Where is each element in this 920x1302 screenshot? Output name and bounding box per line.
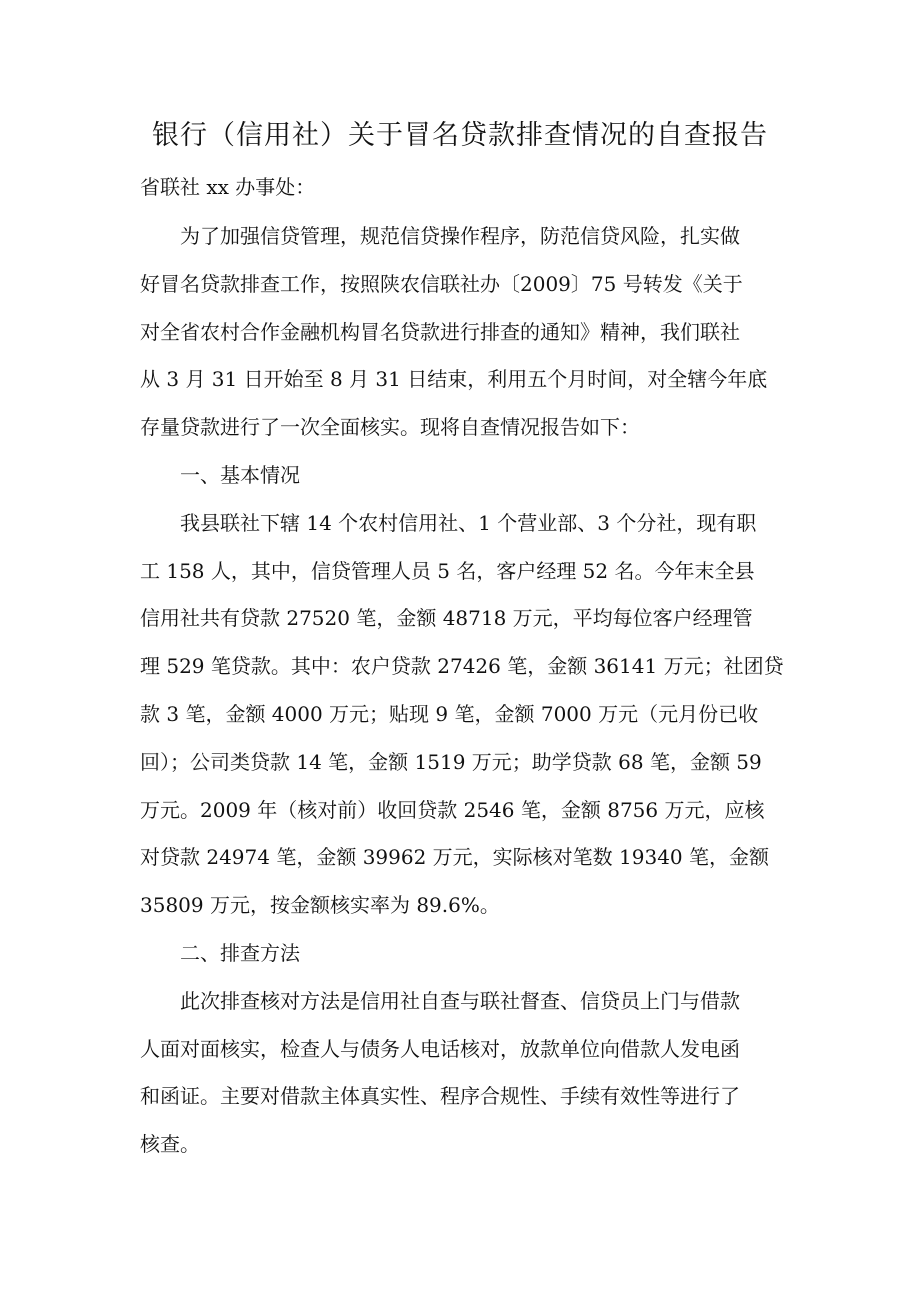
text-line: 核查。	[140, 1132, 200, 1157]
paragraph-investigation-method	[140, 978, 782, 1169]
section-heading-basic-situation: 一、基本情况	[180, 462, 300, 487]
text-line: 好冒名贷款排查工作，按照陕农信联社办〔2009〕75 号转发《关于	[140, 271, 743, 296]
section-heading-investigation-method: 二、排查方法	[180, 940, 300, 965]
text-line: 存量贷款进行了一次全面核实。现将自查情况报告如下：	[140, 415, 640, 440]
text-line: 回）；公司类贷款 14 笔，金额 1519 万元；助学贷款 68 笔，金额 59	[140, 749, 762, 774]
text-line: 为了加强信贷管理，规范信贷操作程序，防范信贷风险，扎实做	[180, 224, 740, 248]
text-line: 此次排查核对方法是信用社自查与联社督查、信贷员上门与借款	[180, 988, 740, 1013]
text-line: 理 529 笔贷款。其中：农户贷款 27426 笔，金额 36141 万元；社团贷	[140, 654, 784, 679]
document-title: 银行（信用社）关于冒名贷款排查情况的自查报告	[152, 120, 768, 151]
text-line: 和函证。主要对借款主体真实性、程序合规性、手续有效性等进行了	[140, 1084, 740, 1109]
text-line: 从 3 月 31 日开始至 8 月 31 日结束，利用五个月时间，对全辖今年底	[140, 367, 768, 392]
text-line: 对贷款 24974 笔，金额 39962 万元，实际核对笔数 19340 笔，金额	[140, 845, 770, 870]
document-body	[140, 213, 782, 1169]
text-line: 万元。2009 年（核对前）收回贷款 2546 笔，金额 8756 万元，应核	[140, 797, 765, 822]
text-line: 对全省农村合作金融机构冒名贷款进行排查的通知》精神，我们联社	[140, 319, 740, 344]
text-line: 款 3 笔，金额 4000 万元；贴现 9 笔，金额 7000 万元（元月份已收	[140, 701, 759, 726]
text-line: 我县联社下辖 14 个农村信用社、1 个营业部、3 个分社，现有职	[180, 510, 757, 535]
paragraph-intro	[140, 213, 782, 452]
paragraph-basic-situation	[140, 500, 782, 930]
text-line: 人面对面核实，检查人与债务人电话核对，放款单位向借款人发电函	[140, 1036, 740, 1061]
text-line: 工 158 人，其中，信贷管理人员 5 名，客户经理 52 名。今年末全县	[140, 558, 755, 583]
text-line: 信用社共有贷款 27520 笔，金额 48718 万元，平均每位客户经理管	[140, 606, 753, 631]
text-line: 35809 万元，按金额核实率为 89.6%。	[140, 893, 500, 918]
salutation: 省联社 xx 办事处：	[140, 175, 316, 199]
